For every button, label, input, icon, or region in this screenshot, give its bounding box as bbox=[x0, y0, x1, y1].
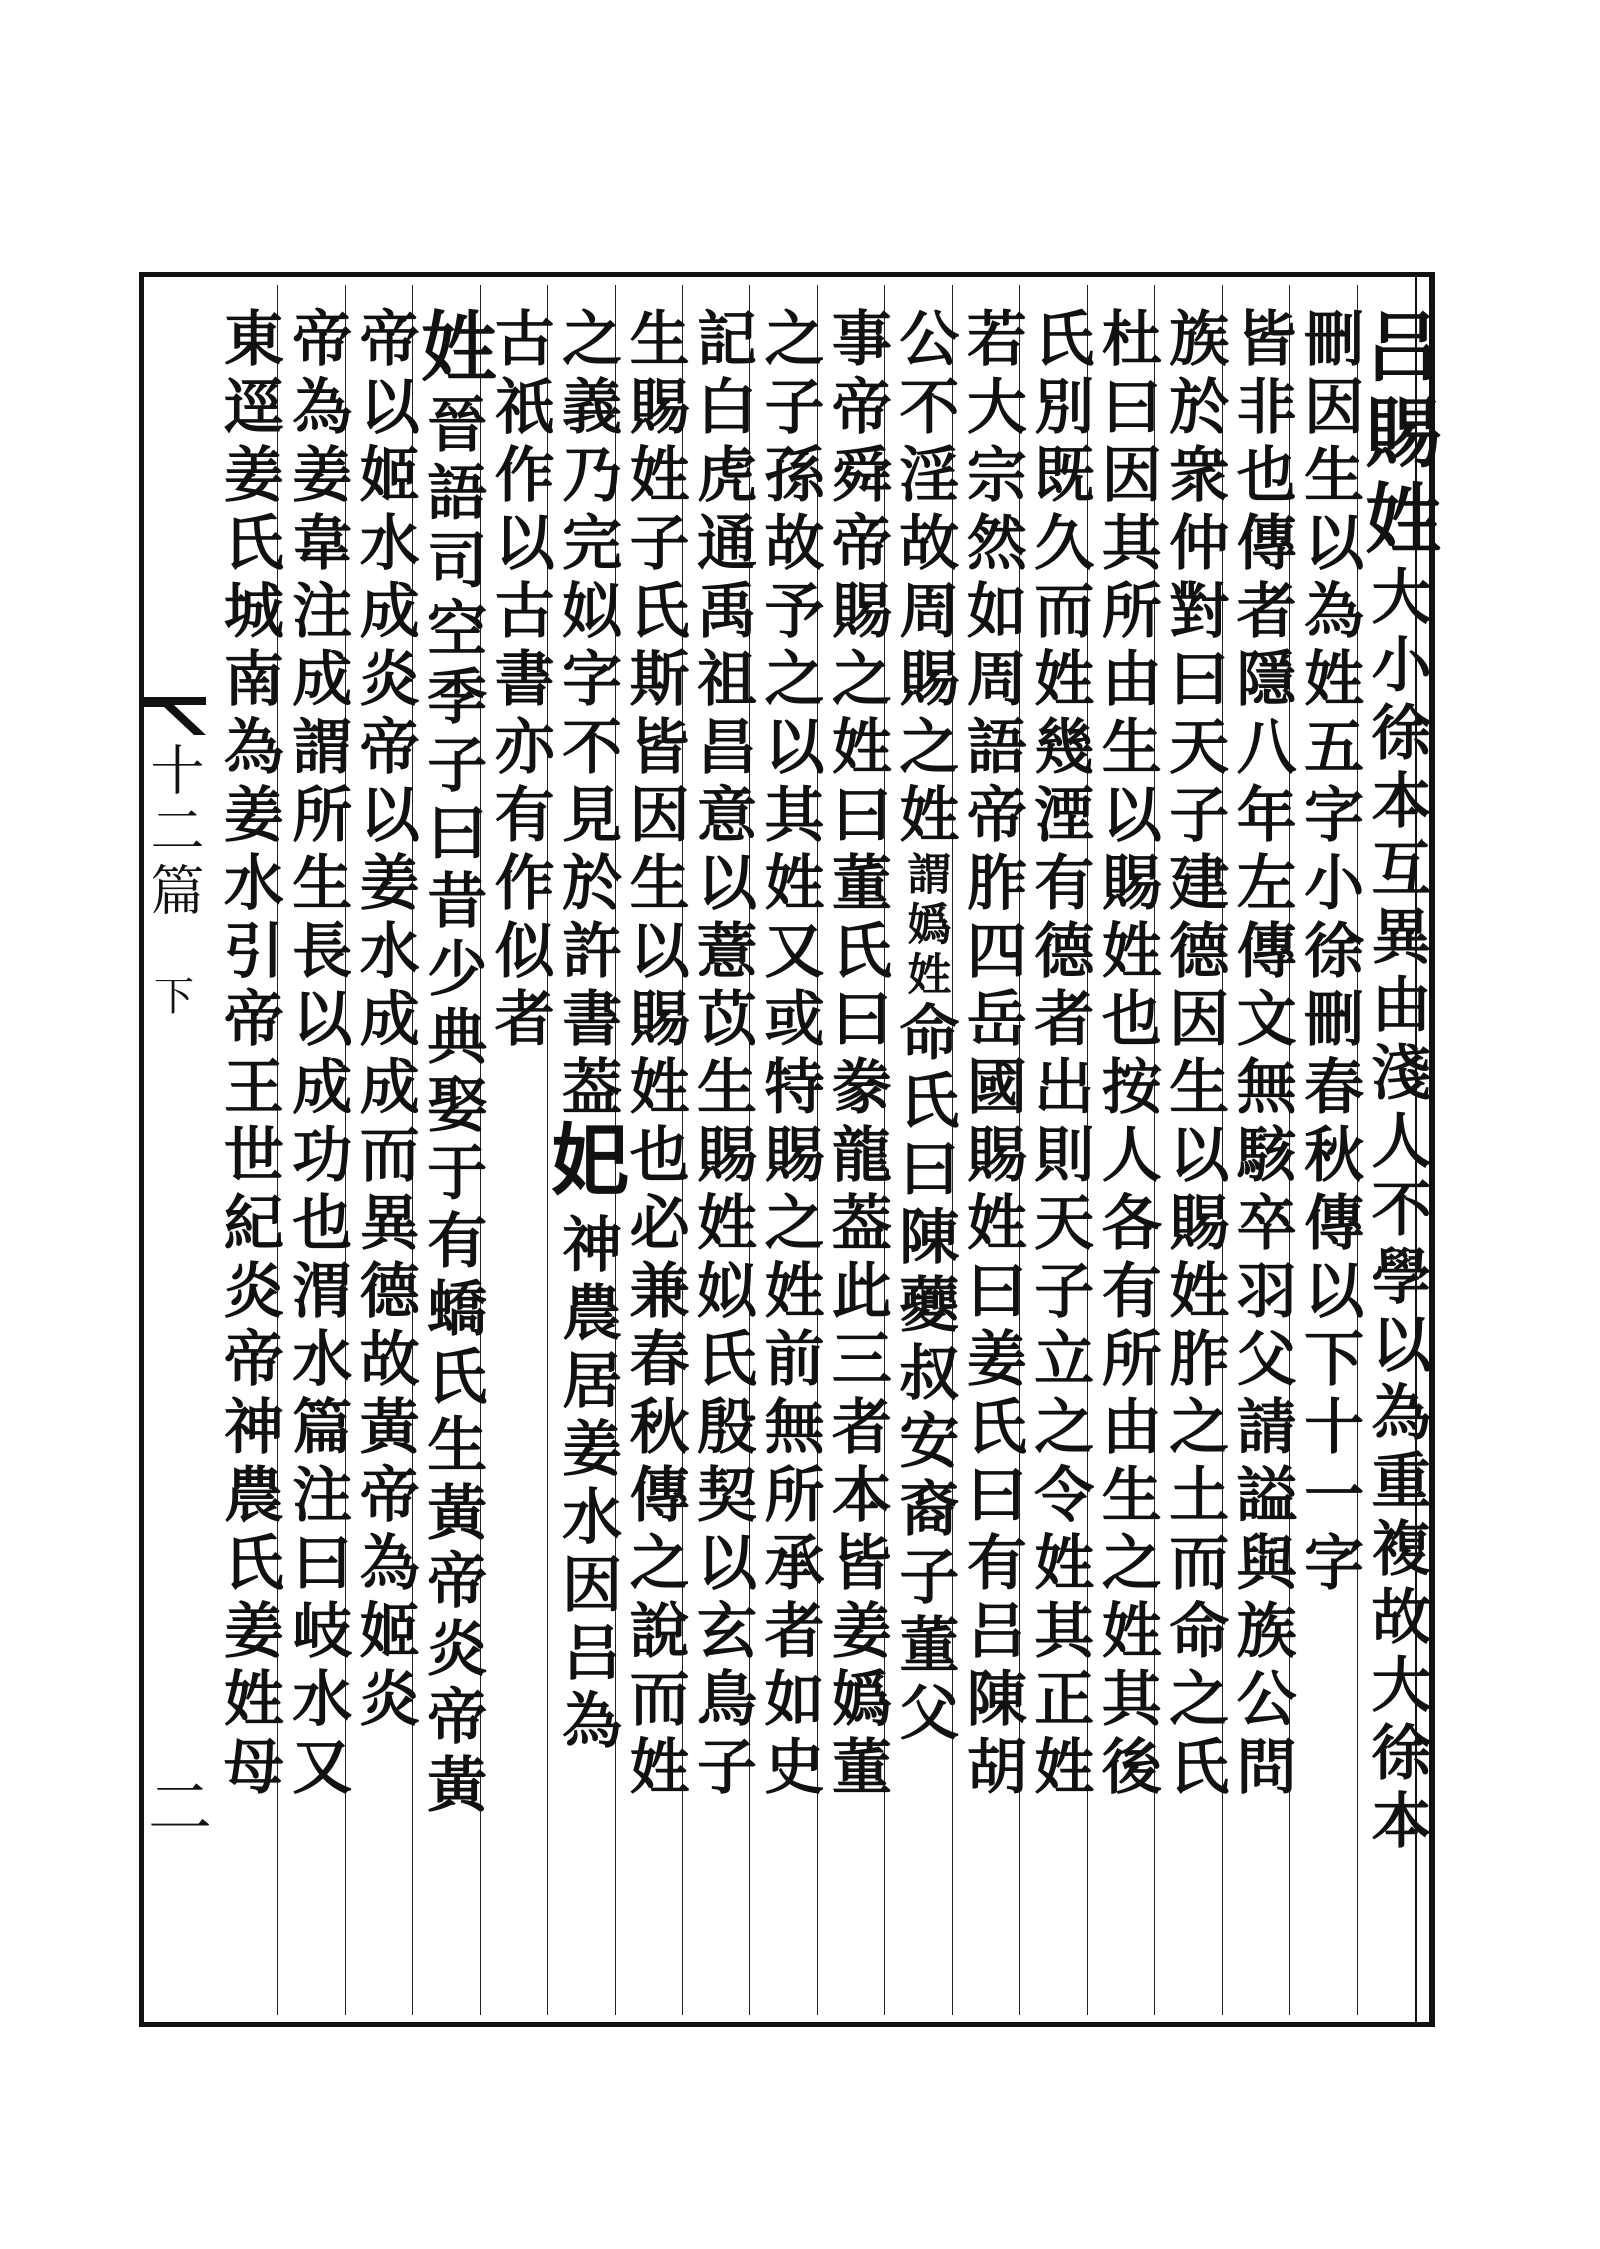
volume-label: 十二篇 bbox=[142, 742, 205, 922]
text-column bbox=[480, 285, 555, 2015]
text-columns bbox=[210, 285, 1442, 2015]
column-text bbox=[1226, 307, 1297, 1803]
text-column bbox=[277, 285, 353, 2015]
fish-tail-mark-icon bbox=[144, 697, 206, 737]
text-column bbox=[542, 285, 634, 2015]
text-column bbox=[1019, 285, 1095, 2015]
entry-heading: 姓 bbox=[408, 307, 498, 393]
text-column bbox=[682, 285, 758, 2015]
column-text bbox=[753, 307, 824, 1803]
text-segment: 帝為姜韋注成謂所生長以成功也渭水篇注曰岐水又 bbox=[282, 307, 353, 1803]
column-text bbox=[619, 307, 690, 1803]
text-column bbox=[210, 285, 284, 2015]
text-column bbox=[345, 285, 420, 2015]
text-segment: 之子孫故予之以其姓又或特賜之姓前無所承者如史 bbox=[754, 307, 825, 1803]
text-column bbox=[952, 285, 1027, 2015]
text-column bbox=[1289, 285, 1365, 2015]
text-column bbox=[1154, 285, 1230, 2015]
text-segment: 之義乃完姒字不見於許書葢 bbox=[552, 307, 623, 1123]
text-column bbox=[884, 285, 960, 2015]
column-text bbox=[542, 307, 634, 1757]
text-segment: 命氏曰陳虁叔安裔子董父 bbox=[889, 1001, 960, 1749]
column-text bbox=[888, 307, 960, 1749]
column-text bbox=[281, 307, 352, 1803]
volume-part-label: 下 bbox=[154, 974, 194, 1020]
text-column bbox=[408, 285, 498, 2015]
text-segment: 古祇作以古書亦有作似者 bbox=[484, 307, 555, 1055]
text-segment: 公不淫故周賜之姓 bbox=[889, 307, 960, 851]
column-text bbox=[1091, 307, 1162, 1803]
column-text bbox=[821, 307, 892, 1803]
text-segment: 東逕姜氏城南為姜水引帝王世紀炎帝神農氏姜姓母 bbox=[213, 307, 284, 1803]
page-number: 二 bbox=[148, 1772, 212, 1846]
column-text bbox=[1352, 307, 1442, 1857]
text-segment: 刪因生以為姓五字小徐刪春秋傳以下十一字 bbox=[1294, 307, 1365, 1599]
text-segment: 晉語司空季子曰昔少典娶于有蟜氏生黃帝炎帝黃 bbox=[417, 393, 488, 1821]
text-column bbox=[1352, 285, 1442, 2015]
text-column bbox=[1222, 285, 1297, 2015]
column-text bbox=[484, 307, 555, 1055]
text-column bbox=[749, 285, 825, 2015]
text-segment: 事帝舜帝賜之姓曰董氏曰豢龍葢此三者本皆姜嬀董 bbox=[821, 307, 892, 1803]
column-text bbox=[686, 307, 757, 1803]
text-segment: 若大宗然如周語帝胙四岳國賜姓曰姜氏曰有吕陳胡 bbox=[956, 307, 1027, 1803]
column-text bbox=[1158, 307, 1229, 1803]
column-text bbox=[349, 307, 420, 1735]
text-segment: 皆非也傳者隱八年左傳文無駭卒羽父請謚與族公問 bbox=[1226, 307, 1297, 1803]
text-column bbox=[817, 285, 892, 2015]
annotation-text: 謂嬀姓 bbox=[899, 851, 951, 1001]
text-segment: 生賜姓子氏斯皆因生以賜姓也必兼春秋傳之說而姓 bbox=[619, 307, 690, 1803]
text-segment: 帝以姬水成炎帝以姜水成成而異德故黃帝為姬炎 bbox=[349, 307, 420, 1735]
seal-character: 𡚱 bbox=[542, 1123, 634, 1213]
column-text bbox=[408, 307, 498, 1821]
text-segment: 族於衆仲對曰天子建德因生以賜姓胙之土而命之氏 bbox=[1159, 307, 1230, 1803]
column-text bbox=[1023, 307, 1094, 1803]
text-segment: 氏別既久而姓幾湮有德者出則天子立之令姓其正姓 bbox=[1024, 307, 1095, 1803]
text-segment: 杜曰因其所由生以賜姓也按人各有所由生之姓其後 bbox=[1091, 307, 1162, 1803]
column-text bbox=[213, 307, 284, 1803]
entry-heading: 吕賜姓 bbox=[1352, 307, 1442, 565]
column-text bbox=[956, 307, 1027, 1803]
block-heart bbox=[142, 272, 212, 2022]
text-segment: 神農居姜水因吕為 bbox=[552, 1213, 623, 1757]
text-column bbox=[1087, 285, 1162, 2015]
column-text bbox=[1293, 307, 1364, 1599]
text-segment: 大小徐本互異由淺人不學以為重複故大徐本 bbox=[1361, 565, 1432, 1857]
text-segment: 記白虎通禹祖昌意以薏苡生賜姓姒氏殷契以玄鳥子 bbox=[687, 307, 758, 1803]
